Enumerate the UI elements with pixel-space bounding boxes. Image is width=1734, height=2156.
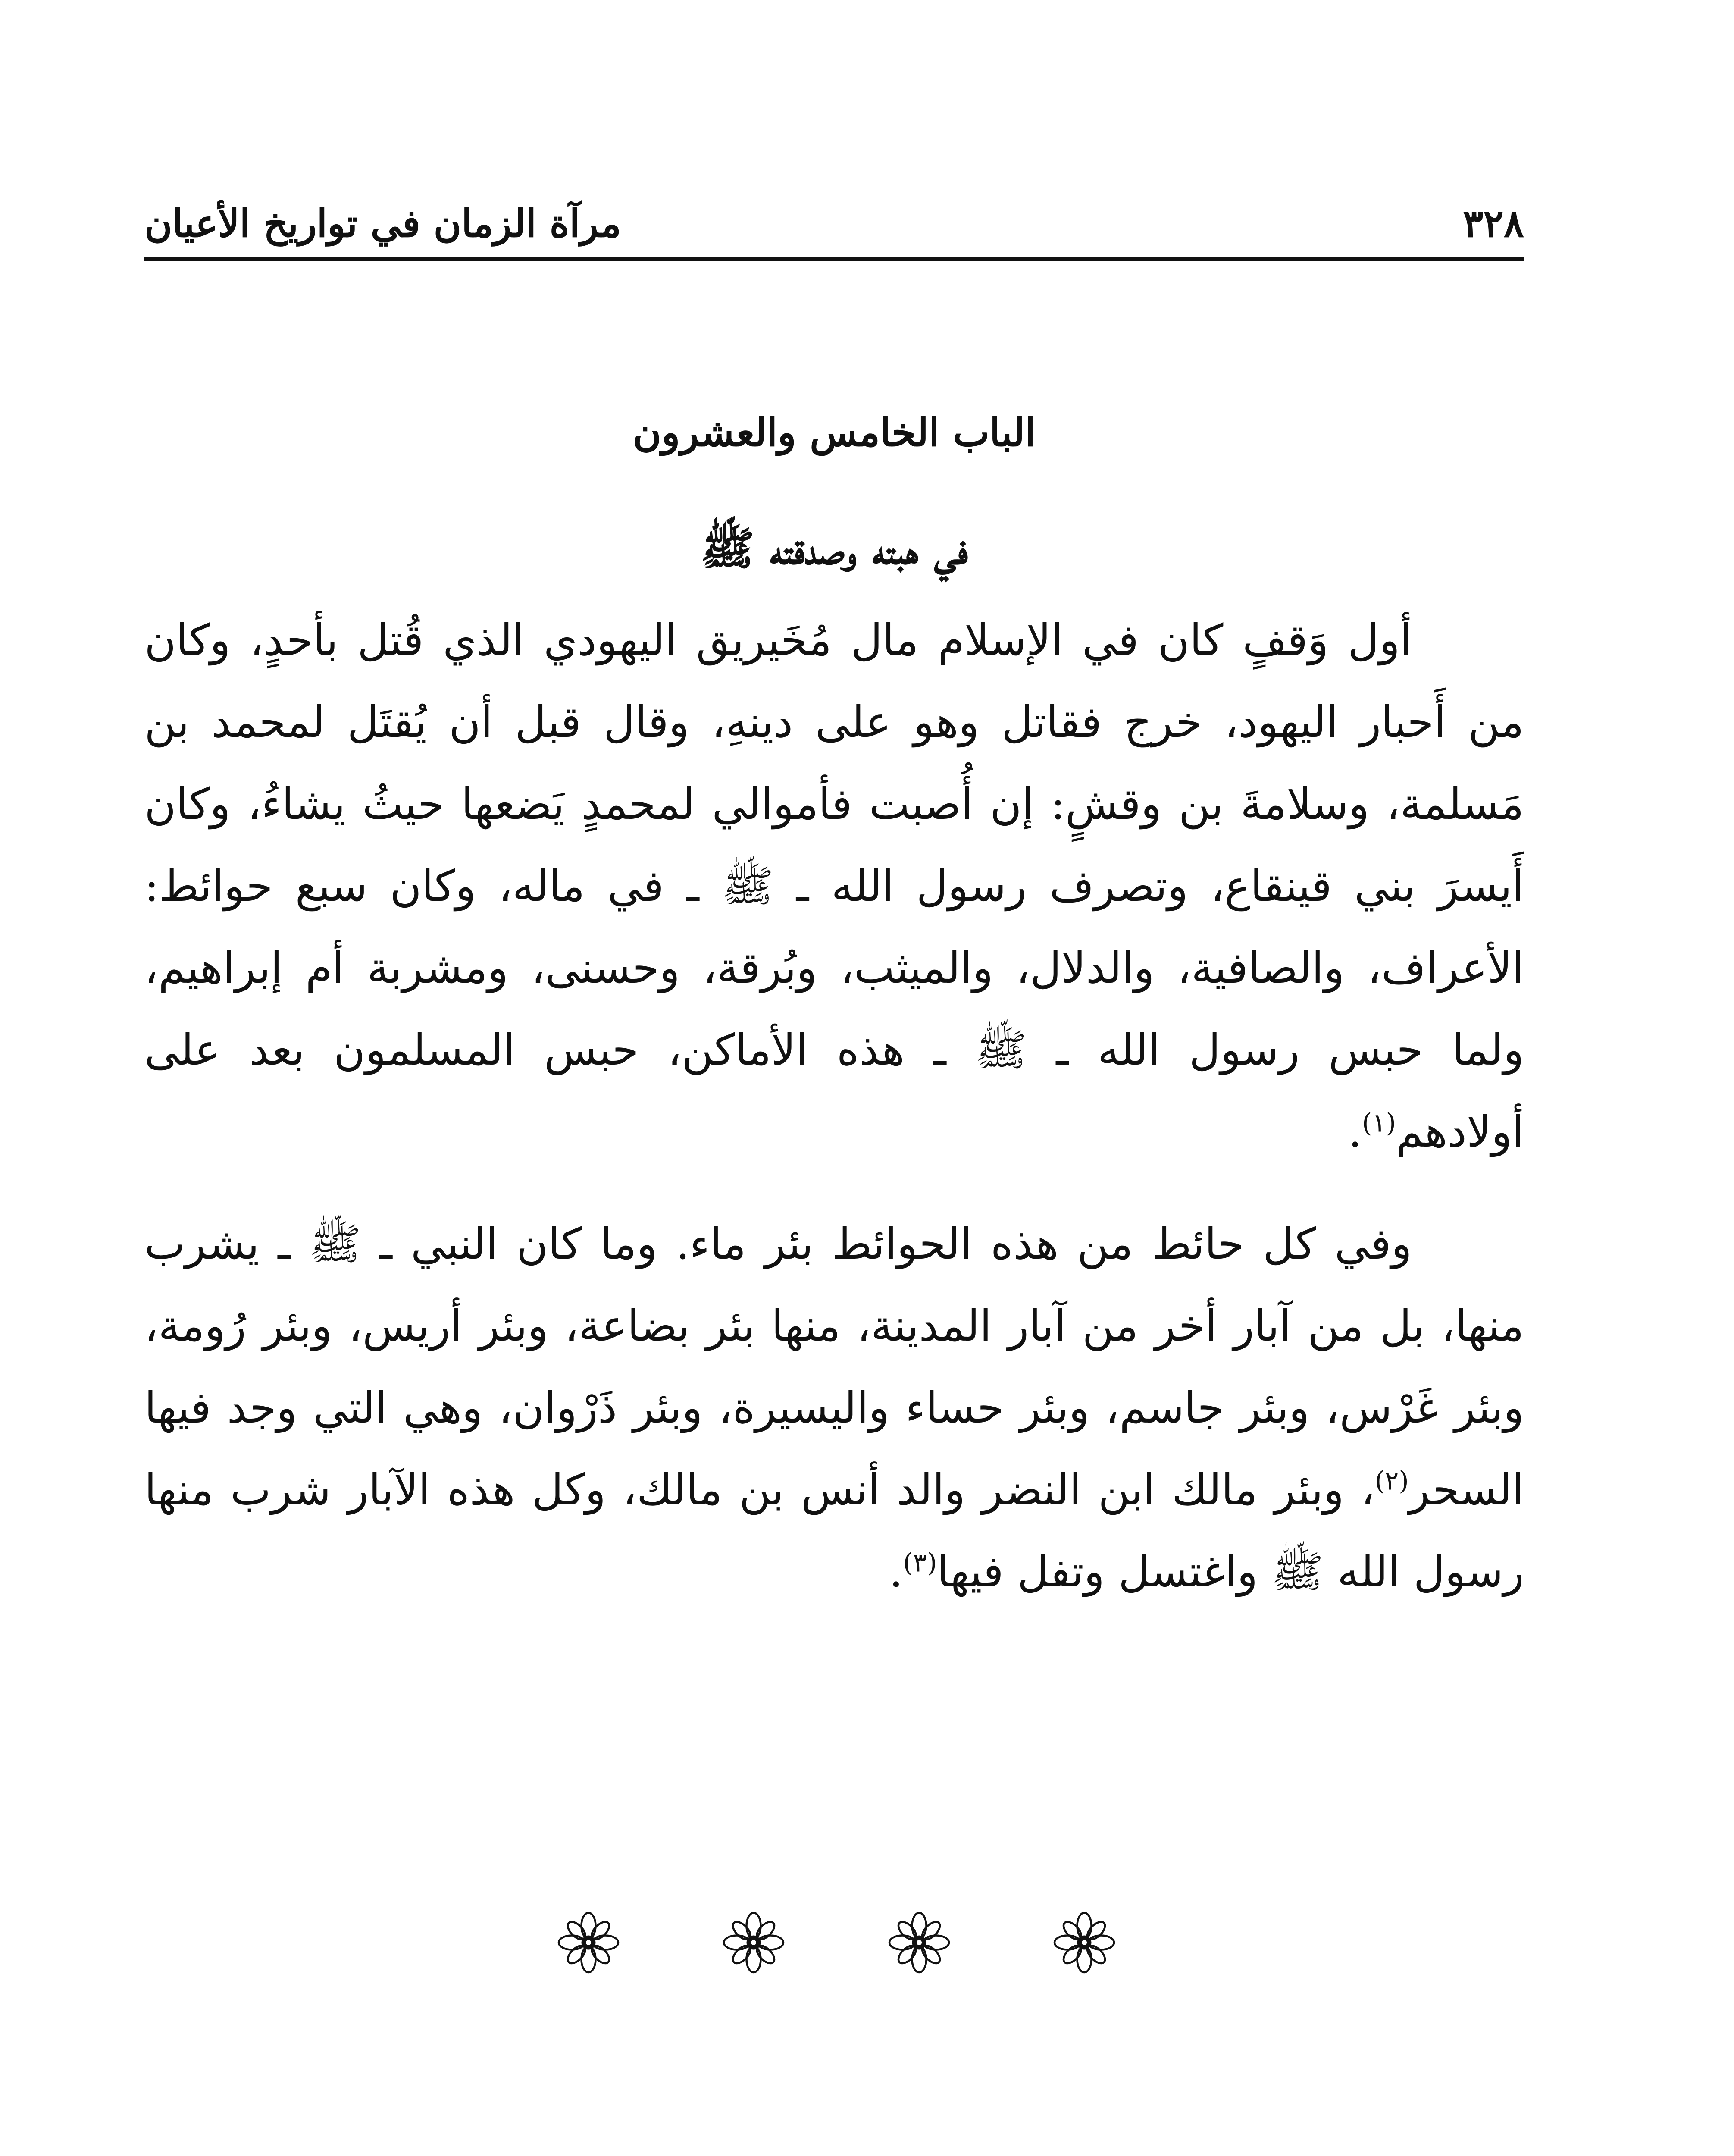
footnote-ref[interactable]: (١) <box>1362 1108 1396 1138</box>
flower-ornament-icon <box>556 1910 621 1975</box>
body-text <box>144 599 1524 1613</box>
book-title: مرآة الزمان في تواريخ الأعيان <box>144 201 621 246</box>
footnote-ref[interactable]: (٢) <box>1374 1466 1409 1496</box>
paragraph <box>144 599 1524 1173</box>
flower-ornament-icon <box>887 1910 952 1975</box>
flower-ornament-icon <box>721 1910 786 1975</box>
paragraph-end: . <box>889 1546 903 1597</box>
footnote-ref[interactable]: (٣) <box>903 1548 937 1578</box>
paragraph-text: ، وبئر مالك ابن النضر والد أنس بن مالك، وكل هذه الآبار شرب منها رسول الله ﷺ واغتسل وتفل فيها <box>144 1464 1524 1597</box>
running-header <box>144 181 1524 246</box>
paragraph-end: . <box>1348 1106 1362 1157</box>
section-divider <box>556 1910 1117 1975</box>
chapter-subtitle: في هبته وصدقته ﷺ <box>700 522 968 575</box>
paragraph-text: أول وَقفٍ كان في الإسلام مال مُخَيريق اليهودي الذي قُتل بأحدٍ، وكان من أَحبار اليهود، خرج فقاتل وهو على دينهِ، وقال قبل أن يُقتَل لمحمد بن مَسلمة، وسلامةَ بن وقشٍ: إن أُصبت فأموالي لمحمدٍ يَضعها حيثُ يشاءُ، وكان أَيسرَ بني قينقاع، وتصرف رسول الله ـ ﷺ ـ في ماله، وكان سبع حوائط: الأعراف، والصافية، والدلال، والميثب، وبُرقة، وحسنى، ومشربة أم إبراهيم، ولما حبس رسول الله ـ ﷺ ـ هذه الأماكن، حبس المسلمون بعد على أولادهم <box>144 615 1524 1157</box>
page-number: ٣٢٨ <box>1463 201 1524 246</box>
flower-ornament-icon <box>1052 1910 1117 1975</box>
chapter-title: الباب الخامس والعشرون <box>632 410 1036 455</box>
header-rule <box>144 257 1524 261</box>
paragraph-text: وفي كل حائط من هذه الحوائط بئر ماء. وما كان النبي ـ ﷺ ـ يشرب منها، بل من آبار أخر من آبار المدينة، منها بئر بضاعة، وبئر أريس، وبئر رُومة، وبئر غَرْس، وبئر جاسم، وبئر حساء واليسيرة، وبئر ذَرْوان، وهي التي وجد فيها السحر <box>144 1219 1524 1515</box>
paragraph <box>144 1203 1524 1613</box>
